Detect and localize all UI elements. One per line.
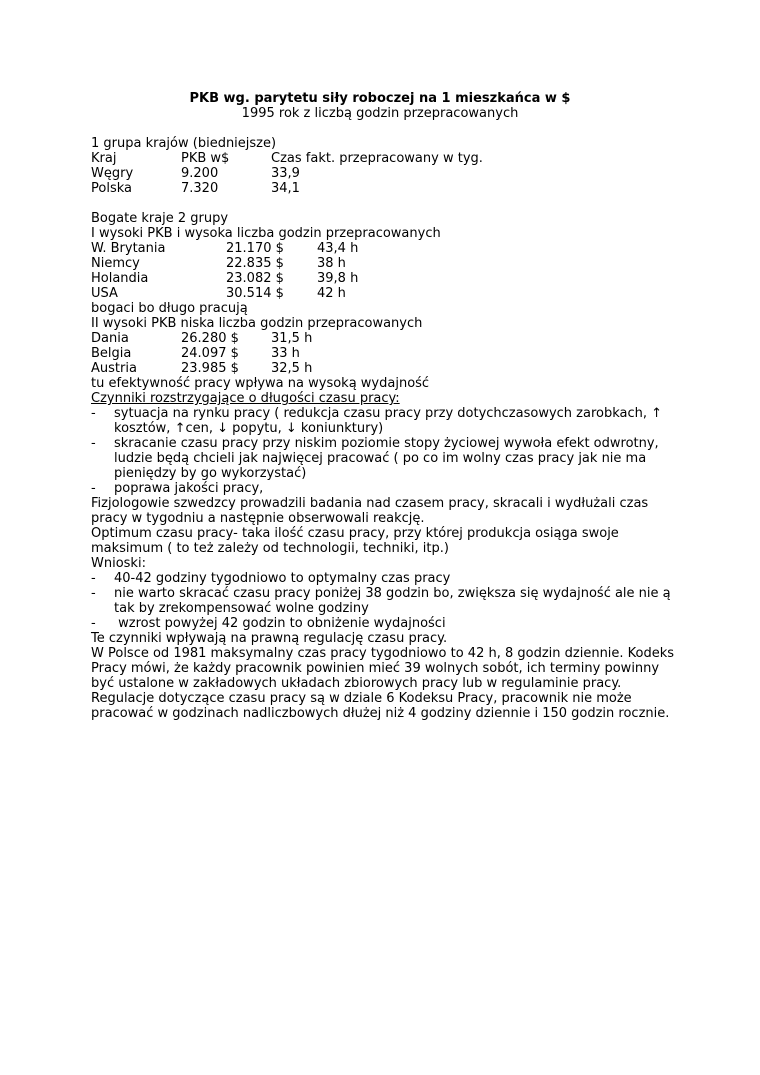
table-row [91, 256, 671, 271]
list-item-line: pieniędzy by go wykorzystać) [114, 466, 307, 481]
column-hours-header: Czas fakt. przepracowany w tyg. [271, 151, 483, 166]
paragraph-line: Optimum czasu pracy- taka ilość czasu pracy, przy której produkcja osiąga swoje [91, 526, 619, 541]
conclusions-heading: Wnioski: [91, 556, 146, 571]
paragraph-line: Pracy mówi, że każdy pracownik powinien mieć 39 wolnych sobót, ich terminy powinny [91, 661, 660, 676]
group2-sub2-note: tu efektywność pracy wpływa na wysoką wydajność [91, 376, 430, 391]
group2-sub1-heading: I wysoki PKB i wysoka liczba godzin przepracowanych [91, 226, 441, 241]
list-item [91, 406, 671, 436]
group2-heading: Bogate kraje 2 grupy [91, 211, 229, 226]
document-title: PKB wg. parytetu siły roboczej na 1 mieszkańca w $ [189, 91, 571, 106]
paragraph-line: być ustalone w zakładowych układach zbiorowych pracy lub w regulaminie pracy. [91, 676, 622, 691]
gdp-cell: 30.514 $ [226, 286, 284, 301]
hours-cell: 33 h [271, 346, 300, 361]
gdp-cell: 22.835 $ [226, 256, 284, 271]
hours-cell: 31,5 h [271, 331, 313, 346]
bullet-dash: - [91, 481, 96, 496]
country-cell: Niemcy [91, 256, 140, 271]
hours-cell: 33,9 [271, 166, 300, 181]
gdp-cell: 9.200 [181, 166, 219, 181]
list-item-line: nie warto skracać czasu pracy poniżej 38 godzin bo, zwiększa się wydajność ale nie ą [114, 586, 671, 601]
list-item-line: poprawa jakości pracy, [114, 481, 264, 496]
country-cell: Austria [91, 361, 137, 376]
paragraph-line: Te czynniki wpływają na prawną regulację czasu pracy. [91, 631, 448, 646]
table-row [91, 181, 671, 196]
document-subtitle: 1995 rok z liczbą godzin przepracowanych [241, 106, 519, 121]
gdp-cell: 26.280 $ [181, 331, 239, 346]
group2-sub1-note: bogaci bo długo pracują [91, 301, 248, 316]
hours-cell: 32,5 h [271, 361, 313, 376]
paragraph-line: W Polsce od 1981 maksymalny czas pracy tygodniowo to 42 h, 8 godzin dziennie. Kodeks [91, 646, 675, 661]
table-row [91, 331, 671, 346]
paragraph-line: Regulacje dotyczące czasu pracy są w dziale 6 Kodeksu Pracy, pracownik nie może [91, 691, 632, 706]
bullet-dash: - [91, 616, 96, 631]
list-item [91, 481, 671, 496]
bullet-dash: - [91, 586, 96, 601]
table-row [91, 241, 671, 256]
country-cell: Polska [91, 181, 132, 196]
list-item-line: tak by zrekompensować wolne godziny [114, 601, 369, 616]
gdp-cell: 24.097 $ [181, 346, 239, 361]
table-row [91, 361, 671, 376]
list-item-line: ludzie będą chcieli jak najwięcej pracować ( po co im wolny czas pracy jak nie ma [114, 451, 647, 466]
paragraph-line: pracować w godzinach nadliczbowych dłużej niż 4 godziny dziennie i 150 godzin rocznie. [91, 706, 670, 721]
list-item-line: 40-42 godziny tygodniowo to optymalny czas pracy [114, 571, 451, 586]
document-body [91, 136, 675, 721]
country-cell: W. Brytania [91, 241, 166, 256]
list-item [91, 571, 671, 586]
bullet-dash: - [91, 571, 96, 586]
hours-cell: 43,4 h [317, 241, 359, 256]
gdp-cell: 23.985 $ [181, 361, 239, 376]
spacer [91, 196, 671, 211]
list-item [91, 436, 671, 481]
country-cell: Dania [91, 331, 129, 346]
table-row [91, 271, 671, 286]
list-item-line: kosztów, ↑cen, ↓ popytu, ↓ koniunktury) [114, 421, 384, 436]
group1-header-row [91, 151, 671, 166]
hours-cell: 38 h [317, 256, 346, 271]
country-cell: Belgia [91, 346, 132, 361]
country-cell: USA [91, 286, 118, 301]
gdp-cell: 23.082 $ [226, 271, 284, 286]
list-item-line: sytuacja na rynku pracy ( redukcja czasu pracy przy dotychczasowych zarobkach, ↑ [114, 406, 663, 421]
gdp-cell: 7.320 [181, 181, 219, 196]
list-item [91, 616, 671, 631]
list-item-line: skracanie czasu pracy przy niskim poziomie stopy życiowej wywoła efekt odwrotny, [114, 436, 659, 451]
column-country-header: Kraj [91, 151, 117, 166]
country-cell: Holandia [91, 271, 149, 286]
group1-heading: 1 grupa krajów (biedniejsze) [91, 136, 277, 151]
country-cell: Węgry [91, 166, 134, 181]
table-row [91, 286, 671, 301]
hours-cell: 39,8 h [317, 271, 359, 286]
hours-cell: 34,1 [271, 181, 300, 196]
table-row [91, 166, 671, 181]
column-gdp-header: PKB w$ [181, 151, 230, 166]
bullet-dash: - [91, 406, 96, 421]
table-row [91, 346, 671, 361]
paragraph-line: pracy w tygodniu a następnie obserwowali reakcję. [91, 511, 425, 526]
paragraph-line: Fizjologowie szwedzcy prowadzili badania nad czasem pracy, skracali i wydłużali czas [91, 496, 649, 511]
list-item [91, 586, 671, 616]
group2-sub2-heading: II wysoki PKB niska liczba godzin przepracowanych [91, 316, 423, 331]
hours-cell: 42 h [317, 286, 346, 301]
factors-heading: Czynniki rozstrzygające o długości czasu pracy: [91, 391, 400, 406]
paragraph-line: maksimum ( to też zależy od technologii, techniki, itp.) [91, 541, 449, 556]
list-item-line: wzrost powyżej 42 godzin to obniżenie wydajności [114, 616, 446, 631]
bullet-dash: - [91, 436, 96, 451]
gdp-cell: 21.170 $ [226, 241, 284, 256]
